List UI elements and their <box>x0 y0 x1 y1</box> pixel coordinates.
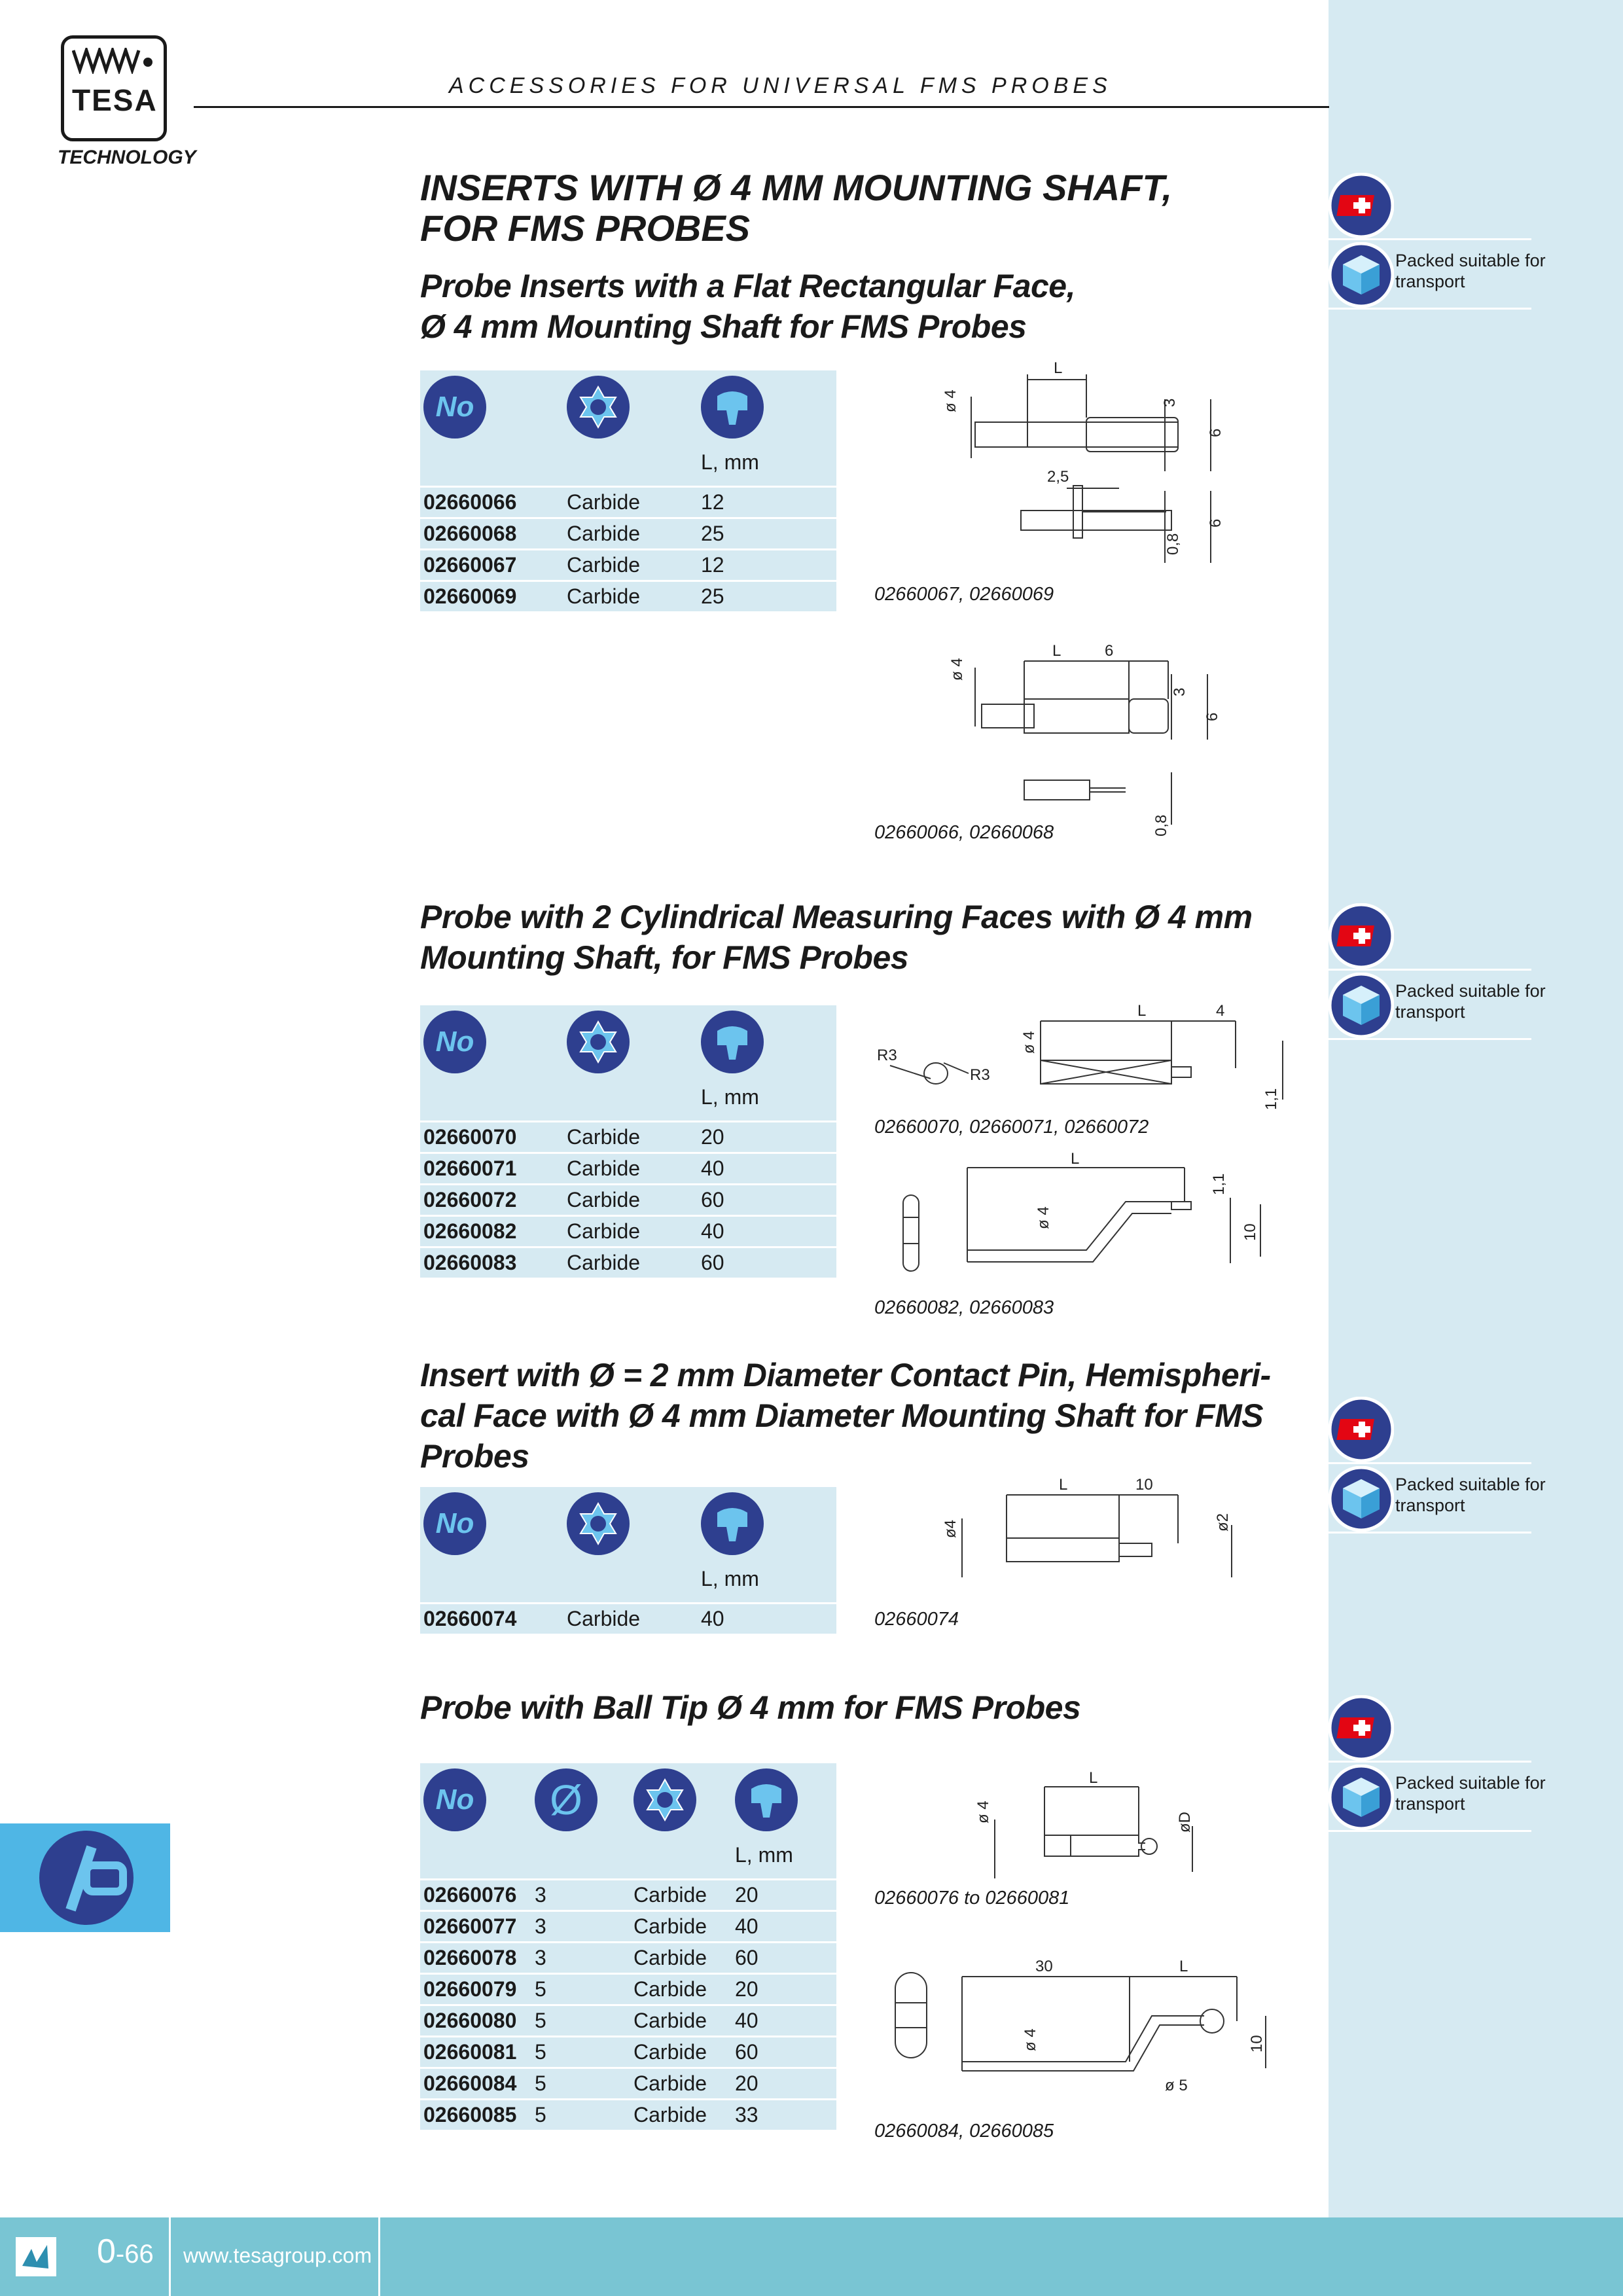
swiss-made-icon <box>1329 173 1394 238</box>
dim-label: ø 4 <box>942 389 959 412</box>
cell-material: Carbide <box>563 518 698 550</box>
length-unit-label: L, mm <box>701 1567 759 1590</box>
table-row <box>420 1604 836 1635</box>
number-icon: No <box>423 376 486 439</box>
dim-label: R3 <box>877 1047 897 1064</box>
cell-diameter: 5 <box>531 1974 630 2005</box>
badge-divider <box>1329 238 1531 240</box>
cell-code: 02660081 <box>420 2037 531 2068</box>
cell-code: 02660074 <box>420 1604 563 1635</box>
cell-code: 02660072 <box>420 1185 563 1216</box>
page-number: 0-66 <box>97 2233 154 2270</box>
table-row <box>420 1185 836 1216</box>
cell-code: 02660078 <box>420 1943 531 1974</box>
right-sidebar-band <box>1329 0 1623 2217</box>
dim-label: 2,5 <box>1047 468 1069 486</box>
section1-title-line-2: Ø 4 mm Mounting Shaft for FMS Probes <box>420 308 1027 345</box>
material-icon <box>567 376 630 439</box>
table-header <box>420 370 836 487</box>
section4-caption-a: 02660076 to 02660081 <box>874 1888 1070 1909</box>
cell-length: 20 <box>698 1122 836 1153</box>
dim-label: L <box>1059 1476 1068 1494</box>
cell-code: 02660076 <box>420 1880 531 1911</box>
cell-code: 02660077 <box>420 1911 531 1943</box>
cell-diameter: 5 <box>531 2005 630 2037</box>
length-icon <box>701 1492 764 1555</box>
dim-label: 0,8 <box>1152 814 1170 836</box>
dim-label: L <box>1071 1150 1080 1168</box>
number-icon: No <box>423 1768 486 1831</box>
package-icon <box>1329 1466 1394 1532</box>
section3-title-line-3: Probes <box>420 1438 529 1475</box>
cell-material: Carbide <box>563 1185 698 1216</box>
cell-material: Carbide <box>563 581 698 613</box>
section1-caption-a: 02660067, 02660069 <box>874 584 1054 605</box>
cell-code: 02660070 <box>420 1122 563 1153</box>
cell-length: 60 <box>732 2037 836 2068</box>
page-title-line-1: INSERTS WITH Ø 4 MM MOUNTING SHAFT, <box>420 167 1173 208</box>
package-icon <box>1329 973 1394 1038</box>
dim-label: 1,1 <box>1210 1173 1228 1195</box>
drawing-cylindrical-b <box>890 1145 1296 1283</box>
table-row <box>420 1122 836 1153</box>
dim-label: øD <box>1176 1812 1194 1833</box>
cell-diameter: 5 <box>531 2068 630 2100</box>
dim-label: 4 <box>1216 1002 1225 1020</box>
dim-label: ø 4 <box>1022 2028 1039 2051</box>
cell-diameter: 5 <box>531 2037 630 2068</box>
cell-material: Carbide <box>563 1122 698 1153</box>
drawing-flat-insert-b <box>929 628 1270 844</box>
section2-title <box>420 897 1253 978</box>
section3-title <box>420 1355 1271 1477</box>
header-title: ACCESSORIES FOR UNIVERSAL FMS PROBES <box>449 73 1112 98</box>
section1-title <box>420 266 1075 347</box>
cell-code: 02660069 <box>420 581 563 613</box>
table-header <box>420 1763 836 1880</box>
section2-caption-b: 02660082, 02660083 <box>874 1297 1054 1318</box>
cell-diameter: 3 <box>531 1880 630 1911</box>
footer-divider <box>169 2217 171 2296</box>
dim-label: 1,1 <box>1262 1088 1280 1110</box>
dim-label: ø 5 <box>1165 2077 1188 2094</box>
cell-code: 02660067 <box>420 550 563 581</box>
badge-divider <box>1329 308 1531 310</box>
cell-material: Carbide <box>563 550 698 581</box>
tesa-footer-icon <box>14 2236 58 2278</box>
section4-title <box>420 1687 1080 1728</box>
dim-label: 6 <box>1204 712 1221 721</box>
badge-transport-text: Packed suitable for transport <box>1395 251 1546 291</box>
length-icon <box>701 1011 764 1073</box>
section3-title-line-2: cal Face with Ø 4 mm Diameter Mounting Shaft for FMS <box>420 1397 1264 1434</box>
cell-length: 33 <box>732 2100 836 2131</box>
dim-label: L <box>1179 1958 1188 1975</box>
length-unit-label: L, mm <box>735 1843 793 1867</box>
dim-label: R3 <box>970 1066 990 1084</box>
section2-title-line-2: Mounting Shaft, for FMS Probes <box>420 939 909 976</box>
logo-subtitle: TECHNOLOGY <box>58 147 196 168</box>
package-icon <box>1329 1765 1394 1830</box>
number-icon: No <box>423 1011 486 1073</box>
section3-caption-a: 02660074 <box>874 1609 959 1630</box>
cell-material: Carbide <box>563 1604 698 1635</box>
cell-material: Carbide <box>630 2005 732 2037</box>
dim-label: 0,8 <box>1164 533 1182 555</box>
cell-material: Carbide <box>630 2037 732 2068</box>
cell-material: Carbide <box>563 1216 698 1247</box>
logo-word: TESA <box>72 83 158 117</box>
cell-length: 25 <box>698 581 836 613</box>
table-header <box>420 1005 836 1122</box>
cell-code: 02660085 <box>420 2100 531 2131</box>
section1-caption-b: 02660066, 02660068 <box>874 822 1054 843</box>
section2-caption-a: 02660070, 02660071, 02660072 <box>874 1117 1149 1138</box>
dim-label: ø 4 <box>1035 1206 1052 1229</box>
section3-table <box>420 1487 836 1636</box>
dim-label: 10 <box>1248 2035 1266 2053</box>
cell-code: 02660083 <box>420 1247 563 1279</box>
header-rule <box>194 106 1329 108</box>
chapter-tab[interactable] <box>0 1823 170 1932</box>
cell-diameter: 3 <box>531 1943 630 1974</box>
cell-length: 20 <box>732 2068 836 2100</box>
cell-diameter: 3 <box>531 1911 630 1943</box>
section3-title-line-1: Insert with Ø = 2 mm Diameter Contact Pin, Hemispheri- <box>420 1357 1271 1393</box>
badge-divider <box>1329 1532 1531 1534</box>
length-unit-label: L, mm <box>701 450 759 474</box>
swiss-made-icon <box>1329 903 1394 969</box>
cell-length: 20 <box>732 1974 836 2005</box>
dim-label: 6 <box>1207 518 1224 528</box>
dim-label: L <box>1137 1002 1147 1020</box>
badge-divider <box>1329 1038 1531 1040</box>
dim-label: 10 <box>1135 1476 1153 1494</box>
dim-label: 6 <box>1207 428 1224 437</box>
badge-transport-text: Packed suitable for transport <box>1395 1475 1546 1515</box>
swiss-made-icon <box>1329 1397 1394 1462</box>
cell-code: 02660082 <box>420 1216 563 1247</box>
dim-label: L <box>1089 1769 1098 1787</box>
table-row <box>420 2068 836 2100</box>
footer-bar <box>0 2217 1623 2296</box>
table-row <box>420 487 836 518</box>
chapter-tab-icon <box>0 1823 170 1932</box>
dim-label: 30 <box>1035 1958 1053 1975</box>
cell-diameter: 5 <box>531 2100 630 2131</box>
length-icon <box>735 1768 798 1831</box>
dim-label: ø4 <box>942 1519 959 1538</box>
number-icon: No <box>423 1492 486 1555</box>
dim-label: L <box>1054 360 1063 377</box>
cell-code: 02660068 <box>420 518 563 550</box>
table-row <box>420 1880 836 1911</box>
drawing-flat-insert-a <box>929 360 1270 576</box>
page-title <box>420 168 1172 249</box>
cell-length: 60 <box>698 1247 836 1279</box>
badge-divider <box>1329 1462 1531 1464</box>
package-icon <box>1329 242 1394 308</box>
table-row <box>420 1911 836 1943</box>
drawing-ball-tip-a <box>962 1767 1276 1892</box>
dim-label: 3 <box>1171 687 1188 696</box>
table-row <box>420 2005 836 2037</box>
footer-url[interactable]: www.tesagroup.com <box>183 2244 372 2267</box>
dim-label: 6 <box>1105 642 1114 660</box>
page-title-line-2: FOR FMS PROBES <box>420 207 751 249</box>
diameter-icon: Ø <box>535 1768 597 1831</box>
table-row <box>420 581 836 613</box>
cell-material: Carbide <box>563 1247 698 1279</box>
cell-material: Carbide <box>630 2068 732 2100</box>
drawing-contact-pin <box>936 1466 1276 1584</box>
dim-label: ø2 <box>1214 1513 1232 1532</box>
cell-material: Carbide <box>563 487 698 518</box>
cell-length: 12 <box>698 550 836 581</box>
cell-code: 02660071 <box>420 1153 563 1185</box>
dim-label: 3 <box>1161 398 1179 407</box>
length-icon <box>701 376 764 439</box>
table-row <box>420 2100 836 2131</box>
section1-table <box>420 370 836 613</box>
badge-group <box>1329 1397 1603 1534</box>
table-row <box>420 1216 836 1247</box>
table-header <box>420 1487 836 1604</box>
section4-caption-b: 02660084, 02660085 <box>874 2121 1054 2142</box>
badge-transport-text: Packed suitable for transport <box>1395 1773 1546 1814</box>
badge-group <box>1329 903 1603 1041</box>
cell-length: 40 <box>732 1911 836 1943</box>
length-unit-label: L, mm <box>701 1085 759 1109</box>
material-icon <box>567 1492 630 1555</box>
table-row <box>420 1943 836 1974</box>
table-row <box>420 1247 836 1279</box>
cell-material: Carbide <box>630 1974 732 2005</box>
cell-length: 40 <box>698 1216 836 1247</box>
drawing-ball-tip-b <box>890 1944 1296 2108</box>
cell-material: Carbide <box>630 2100 732 2131</box>
material-icon <box>633 1768 696 1831</box>
cell-material: Carbide <box>630 1880 732 1911</box>
table-row <box>420 2037 836 2068</box>
cell-length: 40 <box>698 1604 836 1635</box>
cell-code: 02660066 <box>420 487 563 518</box>
dim-label: ø 4 <box>948 658 966 681</box>
cell-code: 02660080 <box>420 2005 531 2037</box>
badge-divider <box>1329 1761 1531 1763</box>
cell-length: 20 <box>732 1880 836 1911</box>
dim-label: ø 4 <box>974 1801 992 1823</box>
dim-label: ø 4 <box>1020 1031 1038 1054</box>
table-row <box>420 550 836 581</box>
cell-length: 60 <box>732 1943 836 1974</box>
badge-group <box>1329 1695 1603 1833</box>
cell-length: 60 <box>698 1185 836 1216</box>
cell-length: 12 <box>698 487 836 518</box>
section2-title-line-1: Probe with 2 Cylindrical Measuring Faces with Ø 4 mm <box>420 899 1253 935</box>
section2-table <box>420 1005 836 1280</box>
swiss-made-icon <box>1329 1695 1394 1761</box>
cell-code: 02660079 <box>420 1974 531 2005</box>
tesa-logo-mark <box>72 48 156 74</box>
badge-group <box>1329 173 1603 310</box>
cell-length: 40 <box>732 2005 836 2037</box>
dim-label: L <box>1052 642 1061 660</box>
section1-title-line-1: Probe Inserts with a Flat Rectangular Face, <box>420 268 1076 304</box>
badge-transport-text: Packed suitable for transport <box>1395 981 1546 1022</box>
dim-label: 10 <box>1241 1223 1259 1241</box>
cell-material: Carbide <box>630 1911 732 1943</box>
cell-code: 02660084 <box>420 2068 531 2100</box>
table-row <box>420 1153 836 1185</box>
drawing-cylindrical-a <box>870 995 1296 1113</box>
cell-material: Carbide <box>563 1153 698 1185</box>
badge-divider <box>1329 969 1531 971</box>
section4-table <box>420 1763 836 2132</box>
cell-length: 25 <box>698 518 836 550</box>
cell-length: 40 <box>698 1153 836 1185</box>
badge-divider <box>1329 1830 1531 1832</box>
cell-material: Carbide <box>630 1943 732 1974</box>
table-row <box>420 1974 836 2005</box>
footer-divider-2 <box>378 2217 380 2296</box>
section4-title-line-1: Probe with Ball Tip Ø 4 mm for FMS Probes <box>420 1689 1081 1726</box>
material-icon <box>567 1011 630 1073</box>
table-row <box>420 518 836 550</box>
